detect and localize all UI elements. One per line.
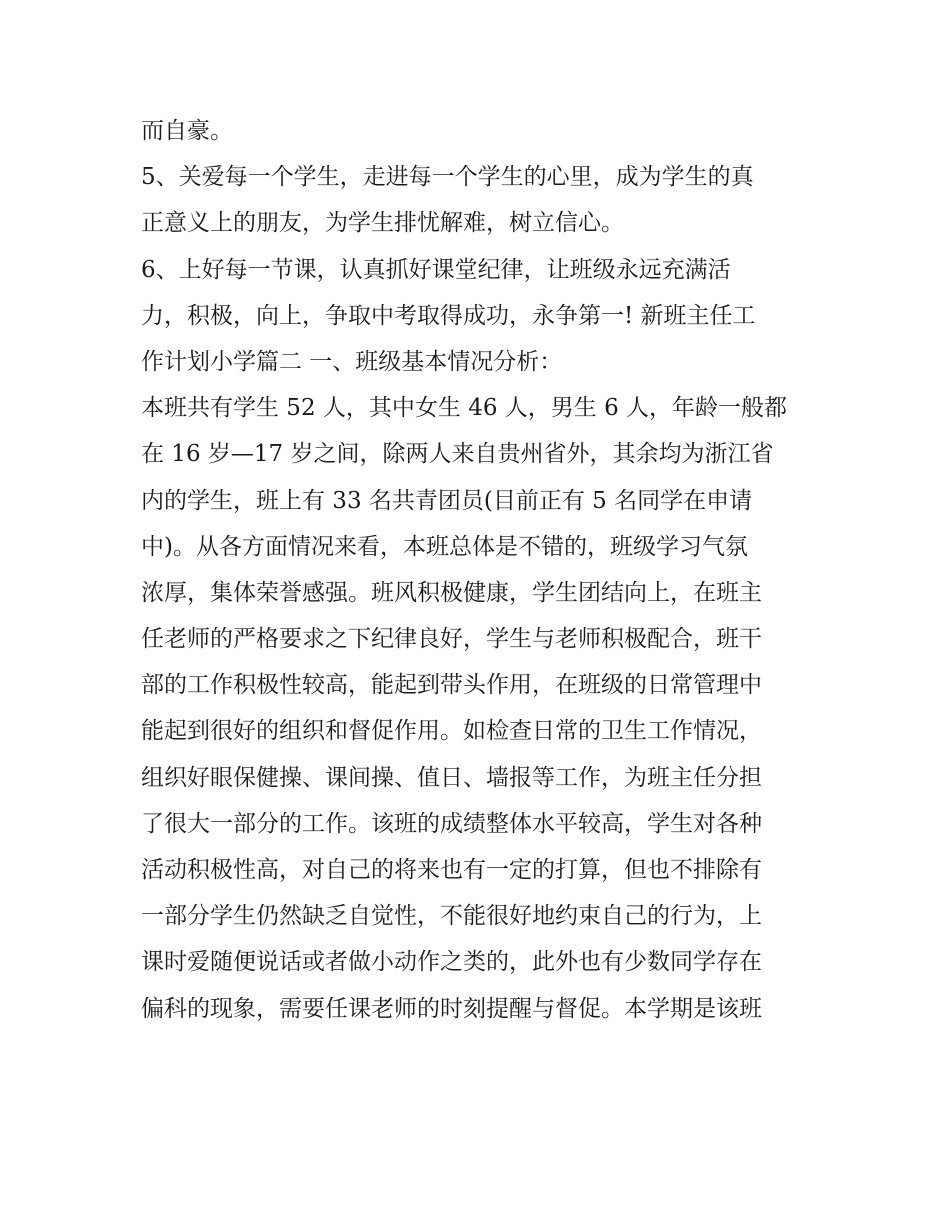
text-line: 一部分学生仍然缺乏自觉性，不能很好地约束自己的行为，上	[141, 903, 762, 930]
text-line: 活动积极性高，对自己的将来也有一定的打算，但也不排除有	[141, 857, 762, 883]
text-line: 任老师的严格要求之下纪律良好，学生与老师积极配合，班干	[141, 626, 762, 653]
text-line: 在 16 岁—17 岁之间，除两人来自贵州省外，其余均为浙江省	[141, 441, 774, 468]
text-line: 部的工作积极性较高，能起到带头作用，在班级的日常管理中	[141, 672, 762, 699]
text-line: 能起到很好的组织和督促作用。如检查日常的卫生工作情况，	[141, 718, 762, 745]
text-line: 本班共有学生 52 人，其中女生 46 人，男生 6 人，年龄一般都	[141, 395, 788, 422]
text-line: 组织好眼保健操、课间操、值日、墙报等工作，为班主任分担	[141, 764, 762, 791]
text-line: 偏科的现象，需要任课老师的时刻提醒与督促。本学期是该班	[141, 995, 762, 1022]
text-line: 作计划小学篇二 一、班级基本情况分析：	[141, 348, 563, 375]
text-line: 浓厚，集体荣誉感强。班风积极健康，学生团结向上，在班主	[141, 579, 762, 606]
text-line: 内的学生，班上有 33 名共青团员(目前正有 5 名同学在申请	[141, 487, 753, 514]
text-line: 了很大一部分的工作。该班的成绩整体水平较高，学生对各种	[141, 810, 762, 837]
text-line: 中)。从各方面情况来看，本班总体是不错的，班级学习气氛	[141, 533, 748, 560]
text-line: 正意义上的朋友，为学生排忧解难，树立信心。	[141, 210, 624, 237]
body-text	[141, 108, 831, 1032]
text-line: 力，积极，向上，争取中考取得成功，永争第一! 新班主任工	[141, 302, 756, 329]
text-line: 6、上好每一节课，认真抓好课堂纪律，让班级永远充满活	[141, 256, 731, 283]
text-line: 课时爱随便说话或者做小动作之类的，此外也有少数同学存在	[141, 949, 762, 976]
text-line: 5、关爱每一个学生，走进每一个学生的心里，成为学生的真	[141, 164, 754, 191]
text-line: 而自豪。	[141, 118, 233, 144]
